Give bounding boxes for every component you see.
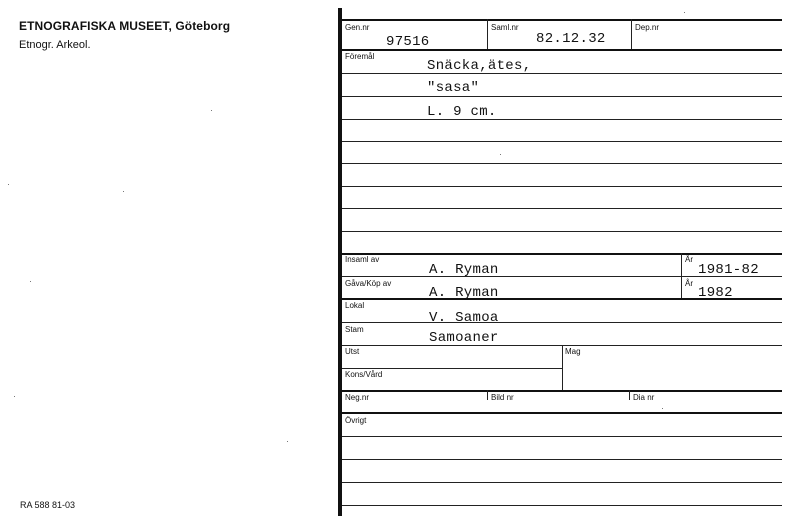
rule	[342, 186, 782, 187]
rule	[342, 482, 782, 483]
scan-speck	[123, 191, 124, 192]
rule	[342, 119, 782, 120]
rule	[342, 459, 782, 460]
rule	[342, 505, 782, 506]
label-saml-nr: Saml.nr	[491, 23, 519, 32]
label-gava-kop-av: Gåva/Köp av	[345, 279, 392, 288]
divider-ar	[681, 253, 682, 298]
label-stam: Stam	[345, 325, 364, 334]
rule-insaml-top	[342, 253, 782, 255]
value-saml-nr: 82.12.32	[536, 31, 606, 47]
scan-speck	[8, 184, 9, 185]
scan-speck	[30, 281, 31, 282]
scan-speck	[500, 154, 501, 155]
label-bild-nr: Bild nr	[491, 393, 514, 402]
value-foremal-line3: L. 9 cm.	[427, 104, 497, 120]
rule	[342, 322, 782, 323]
label-gen-nr: Gen.nr	[345, 23, 370, 32]
divider-utst-mag	[562, 345, 563, 390]
form-code: RA 588 81-03	[20, 500, 76, 510]
label-dia-nr: Dia nr	[633, 393, 655, 402]
label-ar-insaml: År	[685, 255, 693, 264]
department-name: Etnogr. Arkeol.	[19, 39, 91, 51]
rule	[342, 96, 782, 97]
divider-gen-saml	[487, 19, 488, 49]
rule	[342, 436, 782, 437]
scan-speck	[14, 396, 15, 397]
label-lokal: Lokal	[345, 301, 365, 310]
card-margin-bar	[338, 8, 342, 516]
value-gava-kop-av: A. Ryman	[429, 285, 499, 301]
scan-speck	[662, 408, 663, 409]
label-neg-nr: Neg.nr	[345, 393, 370, 402]
value-foremal-line1: Snäcka,ätes,	[427, 58, 532, 74]
rule	[342, 163, 782, 164]
label-foremal: Föremål	[345, 52, 375, 61]
label-mag: Mag	[565, 347, 581, 356]
value-foremal-line2: "sasa"	[427, 80, 480, 96]
value-insaml-av: A. Ryman	[429, 262, 499, 278]
scan-speck	[684, 12, 685, 13]
rule	[342, 73, 782, 74]
label-dep-nr: Dep.nr	[635, 23, 660, 32]
rule	[342, 208, 782, 209]
museum-name: ETNOGRAFISKA MUSEET, Göteborg	[19, 19, 231, 33]
rule-utst-bottom	[342, 368, 562, 369]
divider-saml-dep	[631, 19, 632, 49]
value-stam: Samoaner	[429, 330, 499, 346]
rule	[342, 141, 782, 142]
divider-neg-bild	[487, 390, 488, 400]
rule-top	[342, 19, 782, 21]
divider-bild-dia	[629, 390, 630, 400]
value-lokal: V. Samoa	[429, 310, 499, 326]
rule	[342, 231, 782, 232]
label-ovrigt: Övrigt	[345, 416, 367, 425]
rule-neg-top	[342, 390, 782, 392]
label-insaml-av: Insaml av	[345, 255, 380, 264]
value-insaml-ar: 1981-82	[698, 262, 759, 278]
label-utst: Utst	[345, 347, 360, 356]
label-kons-vard: Kons/Vård	[345, 370, 383, 379]
scan-speck	[211, 110, 212, 111]
value-gen-nr: 97516	[386, 34, 430, 50]
scan-speck	[287, 441, 288, 442]
rule-ovrigt-top	[342, 412, 782, 414]
value-gava-ar: 1982	[698, 285, 733, 301]
label-ar-gava: År	[685, 279, 693, 288]
